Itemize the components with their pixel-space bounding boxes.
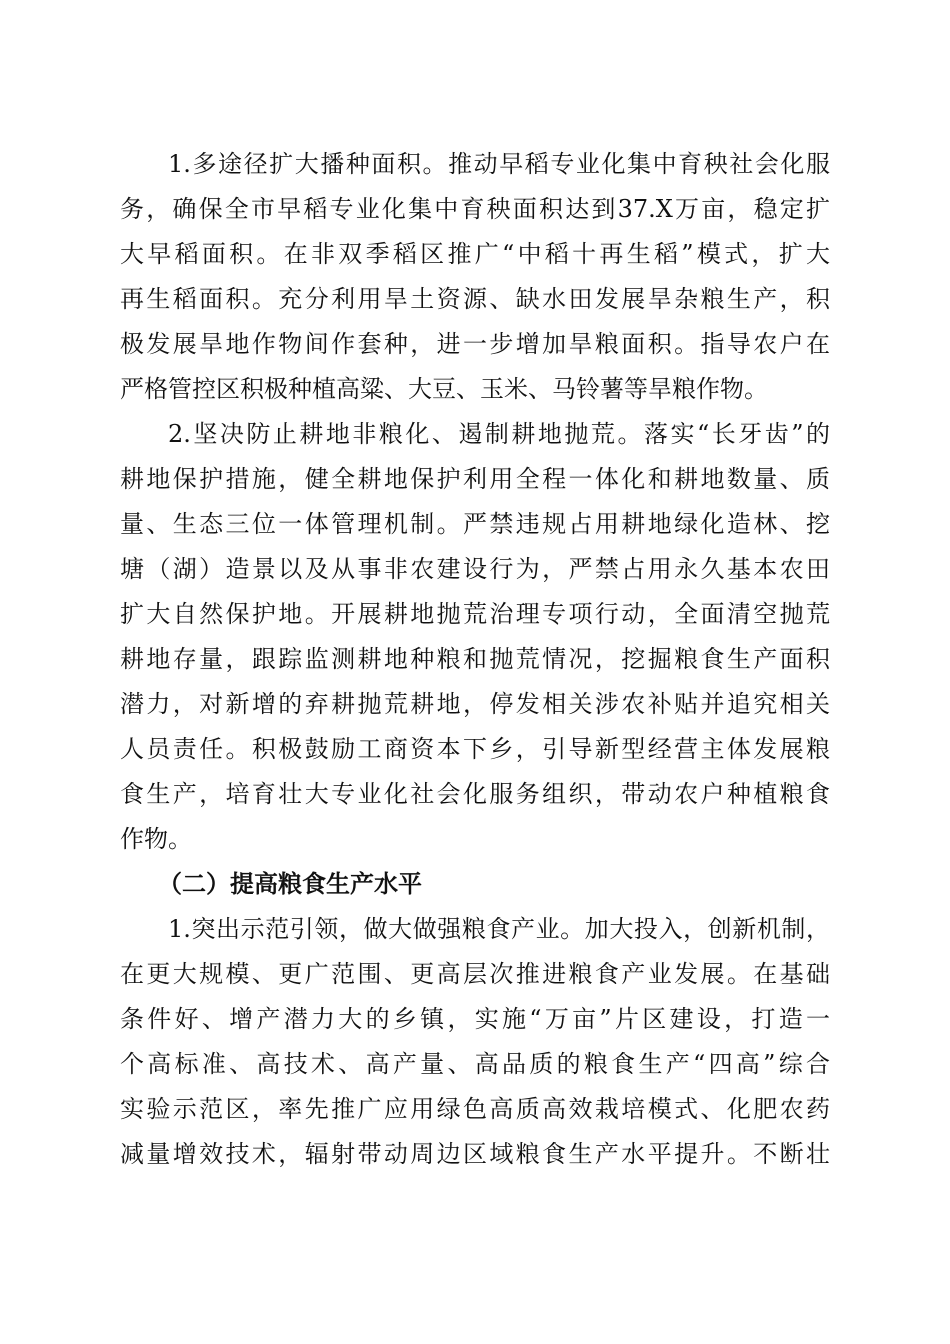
text-line: 食生产，培育壮大专业化社会化服务组织，带动农户种植粮食 <box>120 780 830 808</box>
text-line: 量、生态三位一体管理机制。严禁违规占用耕地绿化造林、挖 <box>120 510 830 538</box>
text-line: 务，确保全市早稻专业化集中育秧面积达到37.X万亩，稳定扩 <box>120 195 830 223</box>
text-line: 1.多途径扩大播种面积。推动早稻专业化集中育秧社会化服 <box>168 150 830 178</box>
text-line: 耕地存量，跟踪监测耕地种粮和抛荒情况，挖掘粮食生产面积 <box>120 645 830 673</box>
text-line: 条件好、增产潜力大的乡镇，实施“万亩”片区建设，打造一 <box>120 1005 830 1033</box>
text-line: 2.坚决防止耕地非粮化、遏制耕地抛荒。落实“长牙齿”的 <box>168 420 830 448</box>
text-line: 潜力，对新增的弃耕抛荒耕地，停发相关涉农补贴并追究相关 <box>120 690 830 718</box>
text-line: 实验示范区，率先推广应用绿色高质高效栽培模式、化肥农药 <box>120 1095 830 1123</box>
text-line: 减量增效技术，辐射带动周边区域粮食生产水平提升。不断壮 <box>120 1140 830 1168</box>
text-line: 塘（湖）造景以及从事非农建设行为，严禁占用永久基本农田 <box>120 555 830 583</box>
text-line: 严格管控区积极种植高粱、大豆、玉米、马铃薯等旱粮作物。 <box>120 375 768 403</box>
text-line: 再生稻面积。充分利用旱土资源、缺水田发展旱杂粮生产，积 <box>120 285 830 313</box>
text-line: 大早稻面积。在非双季稻区推广“中稻十再生稻”模式，扩大 <box>120 240 830 268</box>
text-line: 扩大自然保护地。开展耕地抛荒治理专项行动，全面清空抛荒 <box>120 600 830 628</box>
text-line: 人员责任。积极鼓励工商资本下乡，引导新型经营主体发展粮 <box>120 735 830 763</box>
text-line: 极发展旱地作物间作套种，进一步增加旱粮面积。指导农户在 <box>120 330 830 358</box>
text-line: 耕地保护措施，健全耕地保护利用全程一体化和耕地数量、质 <box>120 465 830 493</box>
text-line: 在更大规模、更广范围、更高层次推进粮食产业发展。在基础 <box>120 960 830 988</box>
text-line: 1.突出示范引领，做大做强粮食产业。加大投入，创新机制， <box>168 915 830 943</box>
text-line: 作物。 <box>120 825 192 853</box>
text-line: 个高标准、高技术、高产量、高品质的粮食生产“四高”综合 <box>120 1050 830 1078</box>
section-heading: （二）提高粮食生产水平 <box>158 869 422 898</box>
